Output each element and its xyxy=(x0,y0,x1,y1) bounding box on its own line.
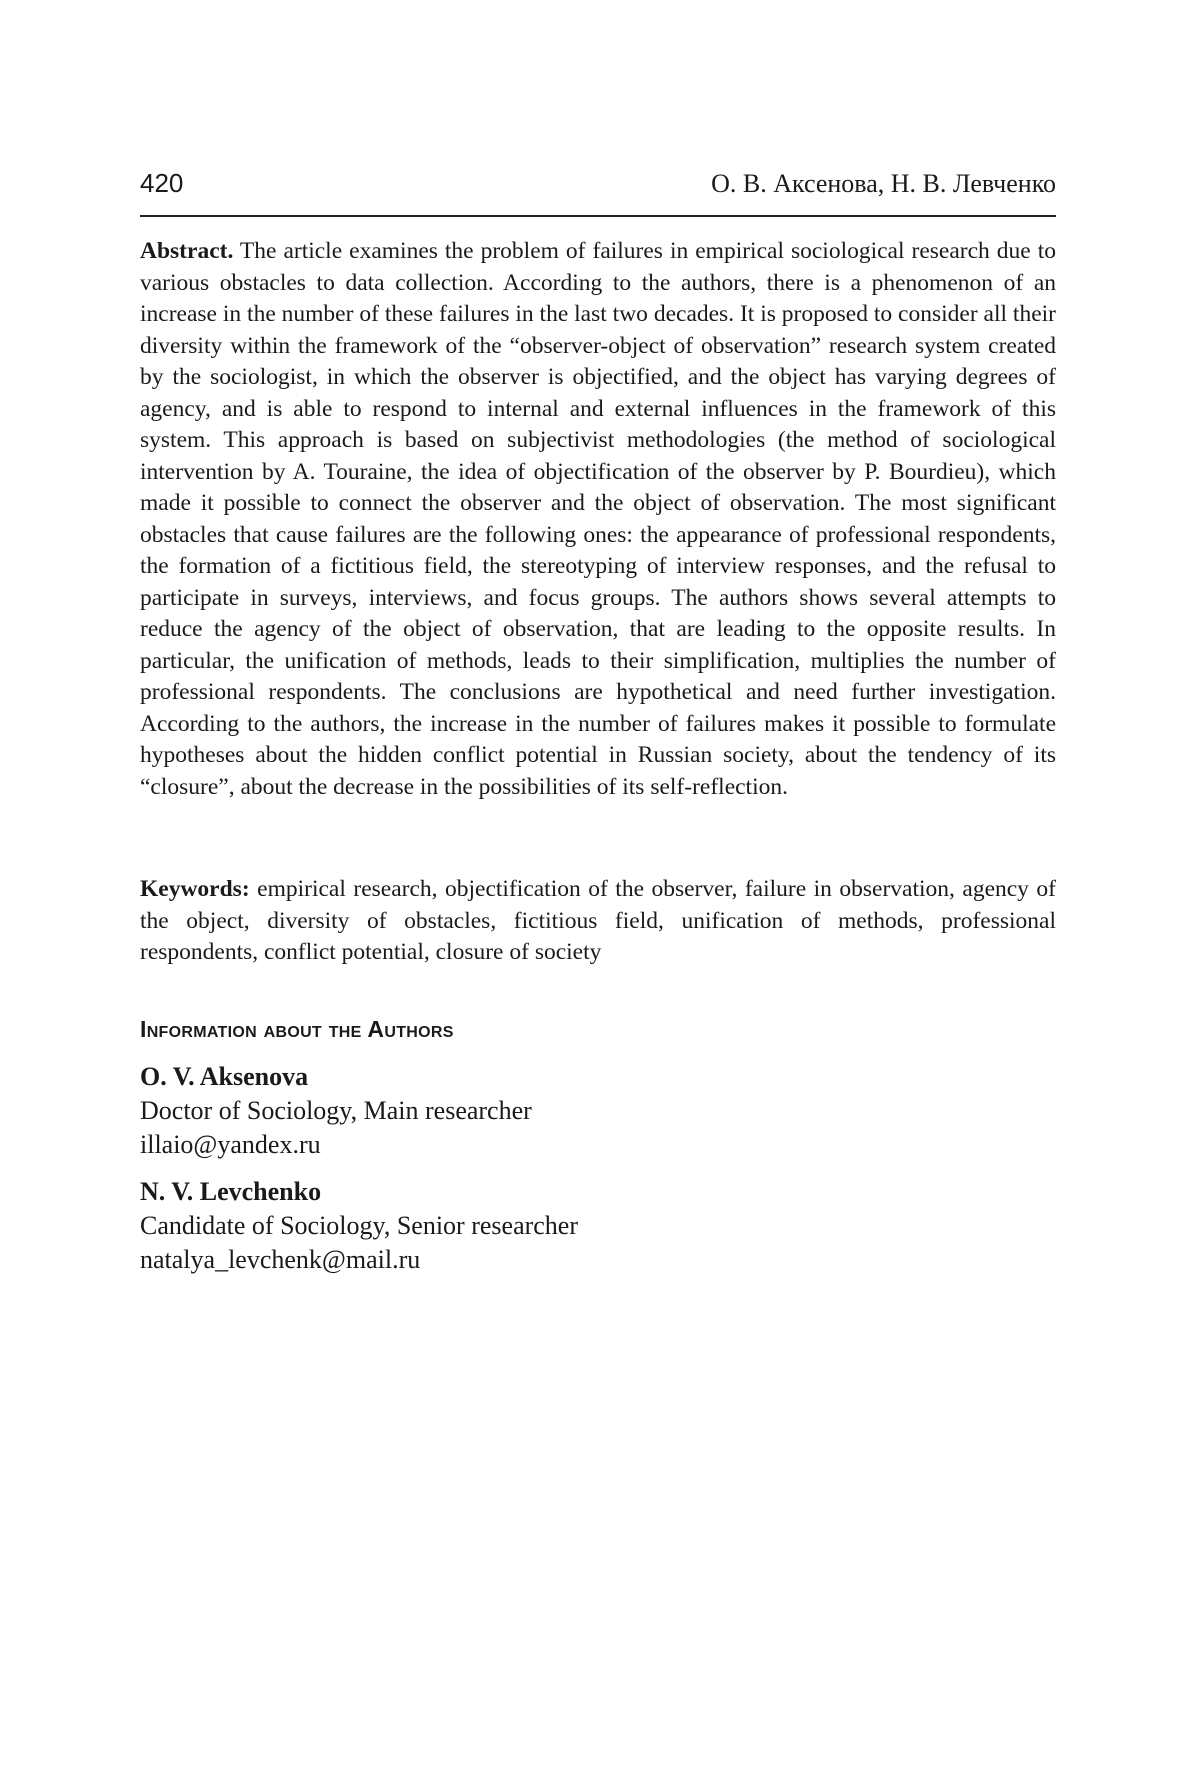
abstract-text: The article examines the problem of failures in empirical sociological research due to various obstacles to data collection. According to the authors, there is a phenomenon of an increase in the number of these failures in the last two decades. It is proposed to consider all their diversity within the framework of the “observer-object of observation” research system created by the sociologist, in which the observer is objectified, and the object has varying degrees of agency, and is able to respond to internal and external influences in the framework of this system. This approach is based on subjectivist methodologies (the method of sociological intervention by A. Touraine, the idea of objectification of the observer by P. Bourdieu), which made it possible to connect the observer and the object of observation. The most significant obstacles that cause failures are the following ones: the appearance of professional respondents, the formation of a fictitious field, the stereotyping of interview responses, and the refusal to participate in surveys, interviews, and focus groups. The authors shows several attempts to reduce the agency of the object of observation, that are leading to the opposite results. In particular, the unification of methods, leads to their simplification, multiplies the number of professional respondents. The conclusions are hypothetical and need further investigation. According to the authors, the increase in the number of failures makes it possible to formulate hypotheses about the hidden conflict potential in Russian society, about the tendency of its “closure”, about the decrease in the possibilities of its self-reflection. xyxy=(140,238,1056,800)
running-head xyxy=(140,168,1056,199)
header-rule xyxy=(140,215,1056,217)
author-info-aksenova xyxy=(140,1060,1056,1162)
running-head-authors: О. В. Аксенова, Н. В. Левченко xyxy=(711,169,1056,198)
author-position: Doctor of Sociology, Main researcher xyxy=(140,1096,532,1125)
author-position: Candidate of Sociology, Senior researcher xyxy=(140,1211,579,1240)
author-name: N. V. Levchenko xyxy=(140,1177,322,1206)
keywords-paragraph xyxy=(140,874,1056,969)
page-number: 420 xyxy=(140,168,184,198)
abstract-paragraph xyxy=(140,236,1056,803)
keywords-text: empirical research, objectification of the observer, failure in observation, agency of the object, diversity of obstacles, fictitious field, unification of methods, professional respondents, conflict potential, closure of society xyxy=(140,876,1056,965)
author-email[interactable]: illaio@yandex.ru xyxy=(140,1130,321,1159)
keywords-label: Keywords: xyxy=(140,876,250,902)
author-name: O. V. Aksenova xyxy=(140,1062,309,1091)
author-info-levchenko xyxy=(140,1175,1056,1277)
author-email[interactable]: natalya_levchenk@mail.ru xyxy=(140,1245,421,1274)
authors-section-title: Information about the Authors xyxy=(140,1016,454,1042)
abstract-label: Abstract. xyxy=(140,238,234,264)
